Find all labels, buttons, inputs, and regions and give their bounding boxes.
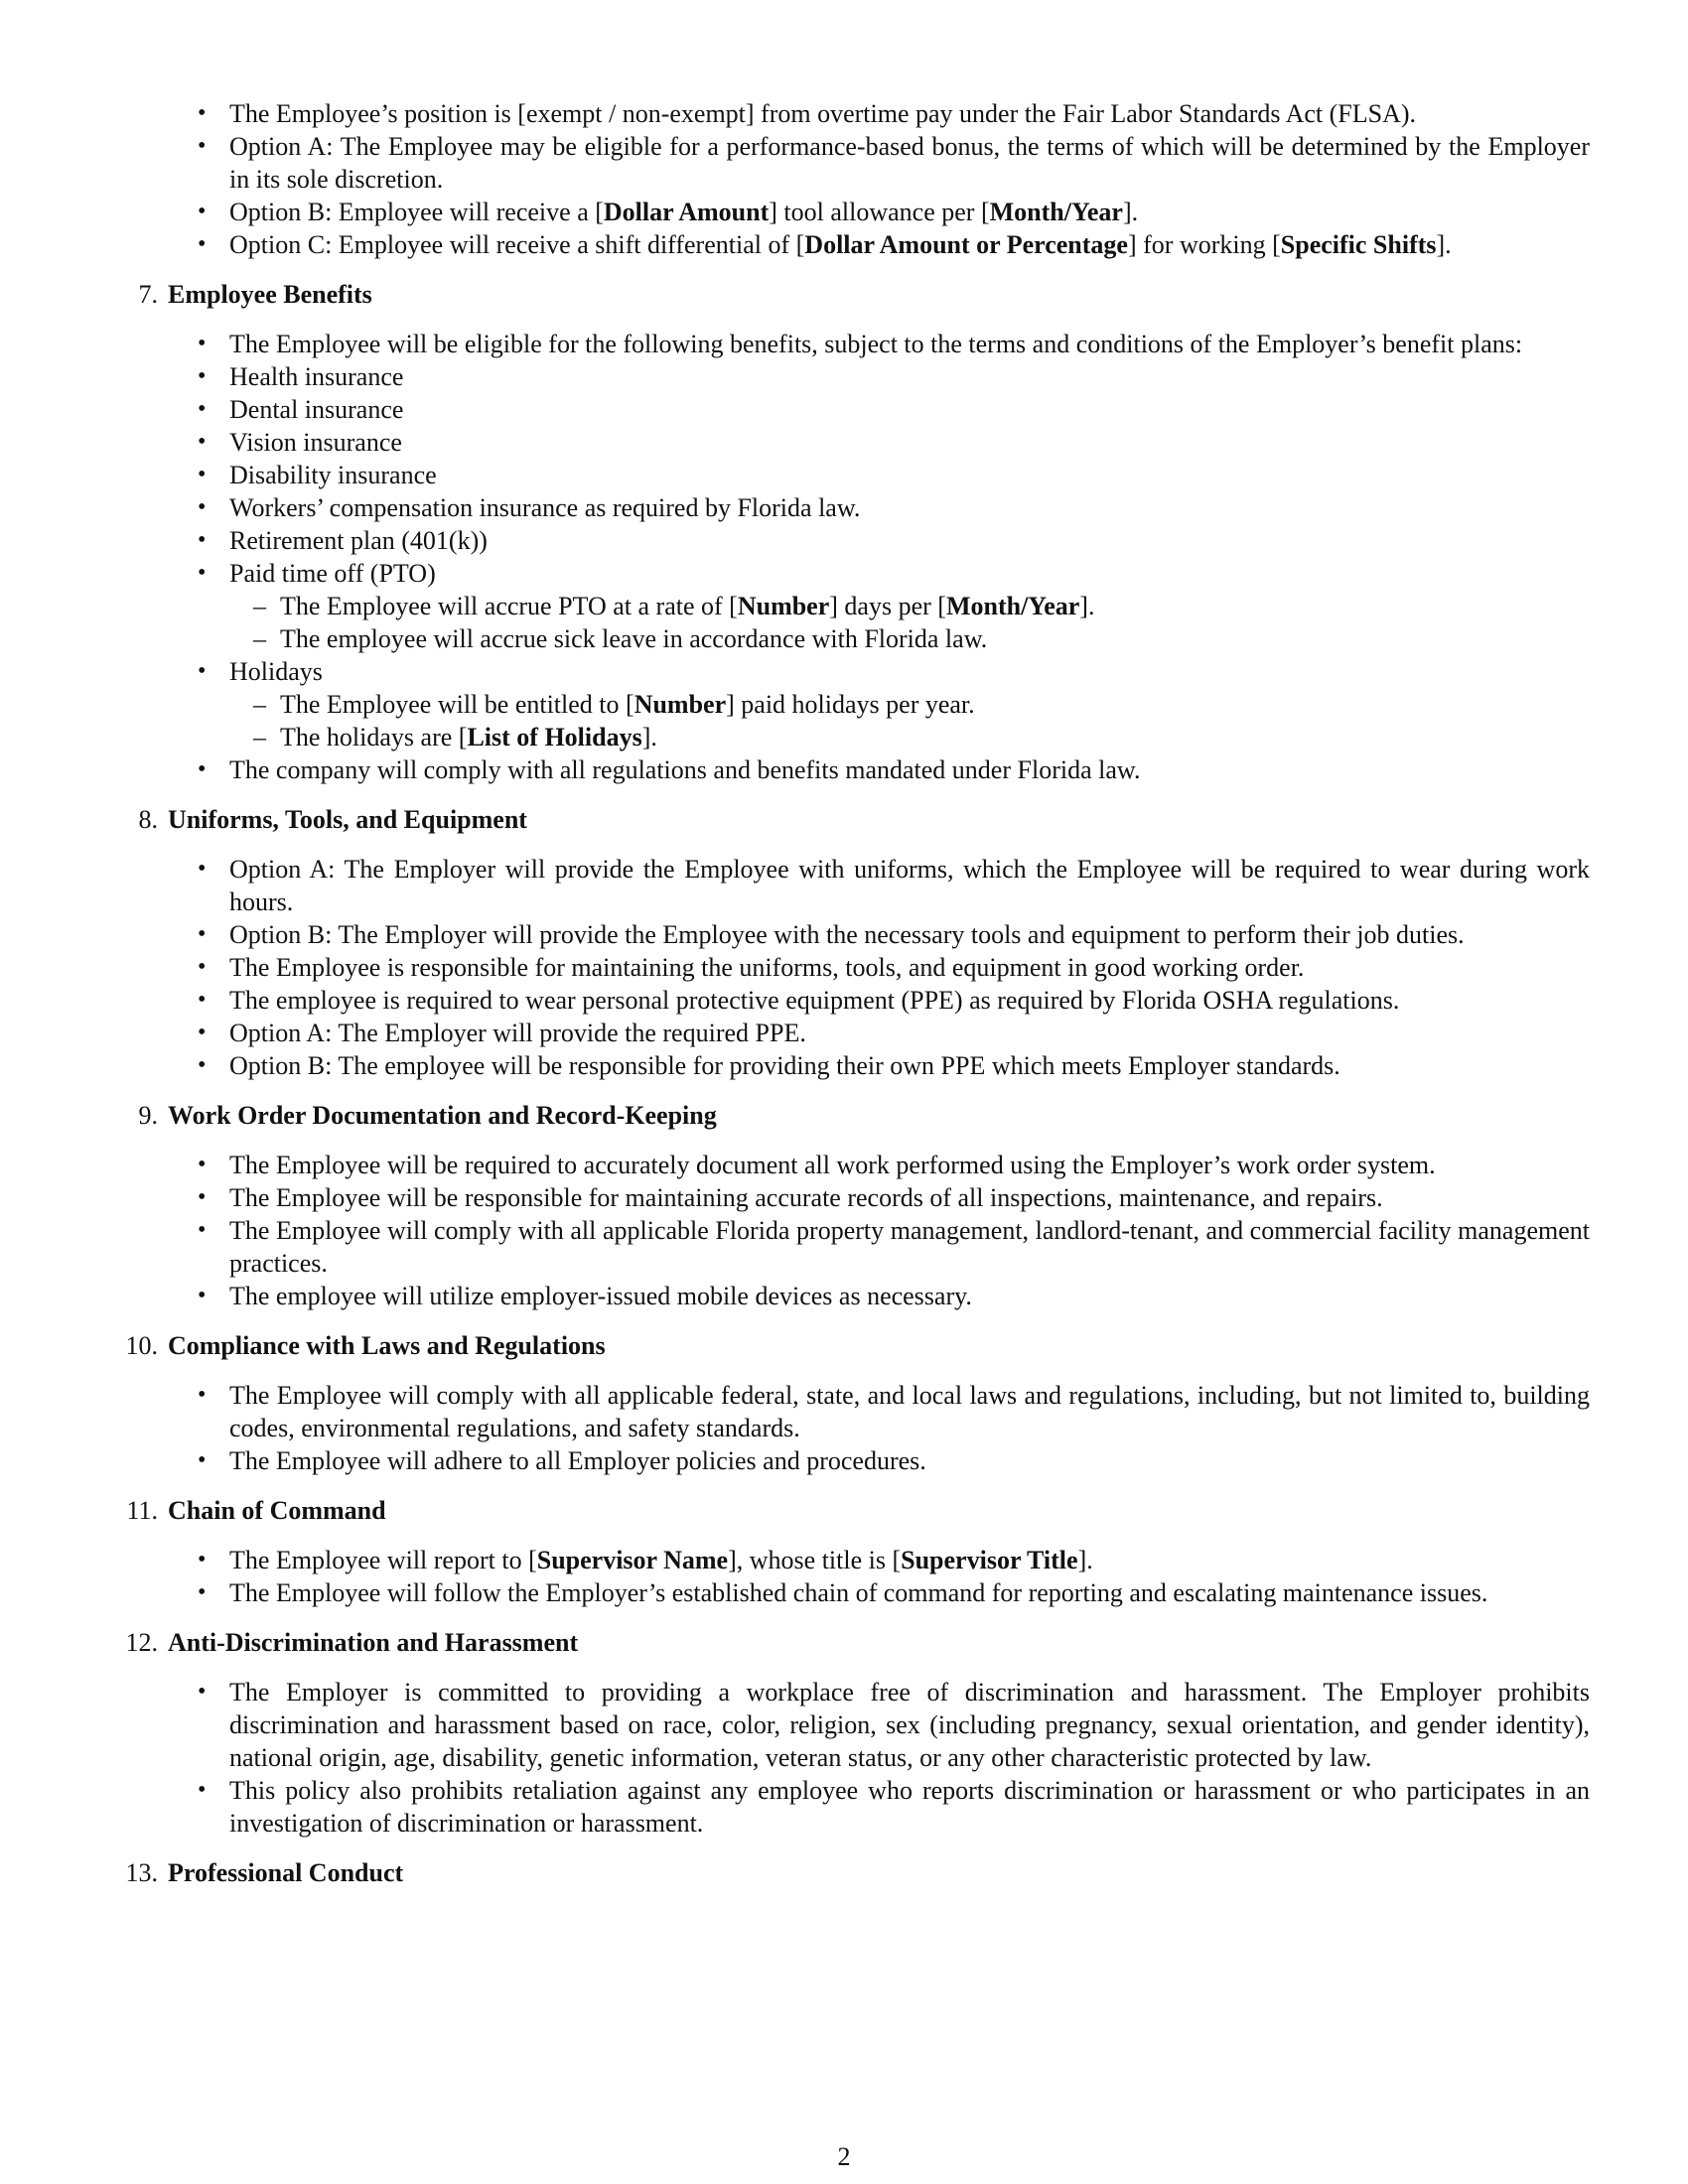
sub-list-item: – The holidays are [List of Holidays]. — [229, 721, 1590, 753]
placeholder-field: Number — [633, 690, 727, 719]
list-item: • Retirement plan (401(k)) — [168, 524, 1590, 557]
list-item: • Holidays – The Employee will be entitled to [Number] paid holidays per year. – The holidays are [List of Holidays]. — [168, 655, 1590, 753]
compliance-list — [168, 1379, 1590, 1477]
list-item: • The employee will utilize employer-issued mobile devices as necessary. — [168, 1280, 1590, 1312]
placeholder-field: Supervisor Name — [536, 1546, 729, 1574]
section-uniforms-tools-equipment — [138, 803, 1590, 1082]
section-heading — [138, 1099, 1590, 1132]
chain-of-command-list — [168, 1544, 1590, 1609]
list-item: • The Employee will be required to accurately document all work performed using the Employer’s work order system. — [168, 1149, 1590, 1181]
section-title: Uniforms, Tools, and Equipment — [168, 805, 527, 834]
list-item: • Option B: Employee will receive a [Dollar Amount] tool allowance per [Month/Year]. — [168, 196, 1590, 228]
sub-list-item: – The employee will accrue sick leave in accordance with Florida law. — [229, 622, 1590, 655]
section-title: Employee Benefits — [168, 280, 372, 309]
section-number: 9. — [138, 1101, 158, 1130]
section-number: 7. — [138, 280, 158, 309]
list-item: • Paid time off (PTO) – The Employee will accrue PTO at a rate of [Number] days per [Month/Year]. – The employee will accrue sick leave in accordance with Florida law. — [168, 557, 1590, 655]
section-title: Work Order Documentation and Record-Keeping — [168, 1101, 717, 1130]
list-item: • Option A: The Employer will provide the required PPE. — [168, 1017, 1590, 1049]
list-item: • Option A: The Employer will provide the Employee with uniforms, which the Employee will be required to wear during work hours. — [168, 853, 1590, 918]
placeholder-field: Dollar Amount or Percentage — [804, 230, 1128, 259]
list-item: • The Employee will be responsible for maintaining accurate records of all inspections, maintenance, and repairs. — [168, 1181, 1590, 1214]
list-item: • The company will comply with all regulations and benefits mandated under Florida law. — [168, 753, 1590, 786]
section-number: 11. — [126, 1496, 158, 1525]
list-item: • The Employee will be eligible for the following benefits, subject to the terms and conditions of the Employer’s benefit plans: — [168, 328, 1590, 360]
benefits-list — [168, 328, 1590, 786]
sub-list-item: – The Employee will accrue PTO at a rate of [Number] days per [Month/Year]. — [229, 590, 1590, 622]
list-item: • The Employee will report to [Supervisor Name], whose title is [Supervisor Title]. — [168, 1544, 1590, 1576]
section-compliance — [125, 1329, 1590, 1477]
list-item: • The Employee’s position is [exempt / non-exempt] from overtime pay under the Fair Labor Standards Act (FLSA). — [168, 97, 1590, 130]
section-heading — [126, 1494, 1590, 1527]
list-item: • This policy also prohibits retaliation against any employee who reports discrimination or harassment or who participates in an investigation of discrimination or harassment. — [168, 1774, 1590, 1840]
list-item: • Option A: The Employee may be eligible for a performance-based bonus, the terms of which will be determined by the Employer in its sole discretion. — [168, 130, 1590, 196]
list-item: • Vision insurance — [168, 426, 1590, 459]
list-item: • Disability insurance — [168, 459, 1590, 491]
placeholder-field: Supervisor Title — [901, 1546, 1078, 1574]
list-item: • The employee is required to wear personal protective equipment (PPE) as required by Florida OSHA regulations. — [168, 984, 1590, 1017]
list-item: • Option C: Employee will receive a shift differential of [Dollar Amount or Percentage] for working [Specific Shifts]. — [168, 228, 1590, 261]
section-title: Professional Conduct — [168, 1858, 404, 1887]
list-item: • The Employee will follow the Employer’s established chain of command for reporting and escalating maintenance issues. — [168, 1576, 1590, 1609]
section-heading — [138, 803, 1590, 836]
list-item: • The Employee will adhere to all Employer policies and procedures. — [168, 1444, 1590, 1477]
compensation-list — [168, 97, 1590, 261]
uniforms-list — [168, 853, 1590, 1082]
sub-list-item: – The Employee will be entitled to [Number] paid holidays per year. — [229, 688, 1590, 721]
pto-sublist — [229, 590, 1590, 655]
document-body — [125, 97, 1590, 1906]
list-item: • Health insurance — [168, 360, 1590, 393]
list-item: • The Employer is committed to providing a workplace free of discrimination and harassment. The Employer prohibits discrimination and harassment based on race, color, religion, sex (including pregnancy, sexual orientation, and gender identity), national origin, age, disability, genetic information, veteran status, or any other characteristic protected by law. — [168, 1676, 1590, 1774]
section-work-order-documentation — [138, 1099, 1590, 1312]
placeholder-field: Specific Shifts — [1280, 230, 1437, 259]
placeholder-field: Month/Year — [945, 592, 1080, 620]
section-anti-discrimination — [125, 1626, 1590, 1840]
list-item: • Option B: The Employer will provide the Employee with the necessary tools and equipment to perform their job duties. — [168, 918, 1590, 951]
work-order-list — [168, 1149, 1590, 1312]
holidays-sublist — [229, 688, 1590, 753]
section-title: Compliance with Laws and Regulations — [168, 1331, 606, 1360]
section-number: 12. — [125, 1628, 158, 1657]
placeholder-field: Number — [737, 592, 830, 620]
page-number: 2 — [837, 2142, 851, 2171]
section-number: 10. — [125, 1331, 158, 1360]
section-chain-of-command — [126, 1494, 1590, 1609]
placeholder-field: Month/Year — [989, 198, 1123, 226]
section-heading — [125, 1856, 1590, 1889]
list-item: • Dental insurance — [168, 393, 1590, 426]
section-number: 13. — [125, 1858, 158, 1887]
anti-discrimination-list — [168, 1676, 1590, 1840]
list-item: • The Employee will comply with all applicable Florida property management, landlord-tenant, and commercial facility management practices. — [168, 1214, 1590, 1280]
section-professional-conduct — [125, 1856, 1590, 1889]
section-heading — [125, 1329, 1590, 1362]
list-item: • Workers’ compensation insurance as required by Florida law. — [168, 491, 1590, 524]
section-title: Chain of Command — [168, 1496, 386, 1525]
list-item: • The Employee is responsible for maintaining the uniforms, tools, and equipment in good working order. — [168, 951, 1590, 984]
list-item: • The Employee will comply with all applicable federal, state, and local laws and regulations, including, but not limited to, building codes, environmental regulations, and safety standards. — [168, 1379, 1590, 1444]
section-heading — [125, 1626, 1590, 1659]
section-heading — [138, 278, 1590, 311]
placeholder-field: Dollar Amount — [603, 198, 770, 226]
section-number: 8. — [138, 805, 158, 834]
list-item: • Option B: The employee will be responsible for providing their own PPE which meets Employer standards. — [168, 1049, 1590, 1082]
section-title: Anti-Discrimination and Harassment — [168, 1628, 579, 1657]
placeholder-field: List of Holidays — [467, 723, 642, 751]
section-employee-benefits — [138, 278, 1590, 786]
